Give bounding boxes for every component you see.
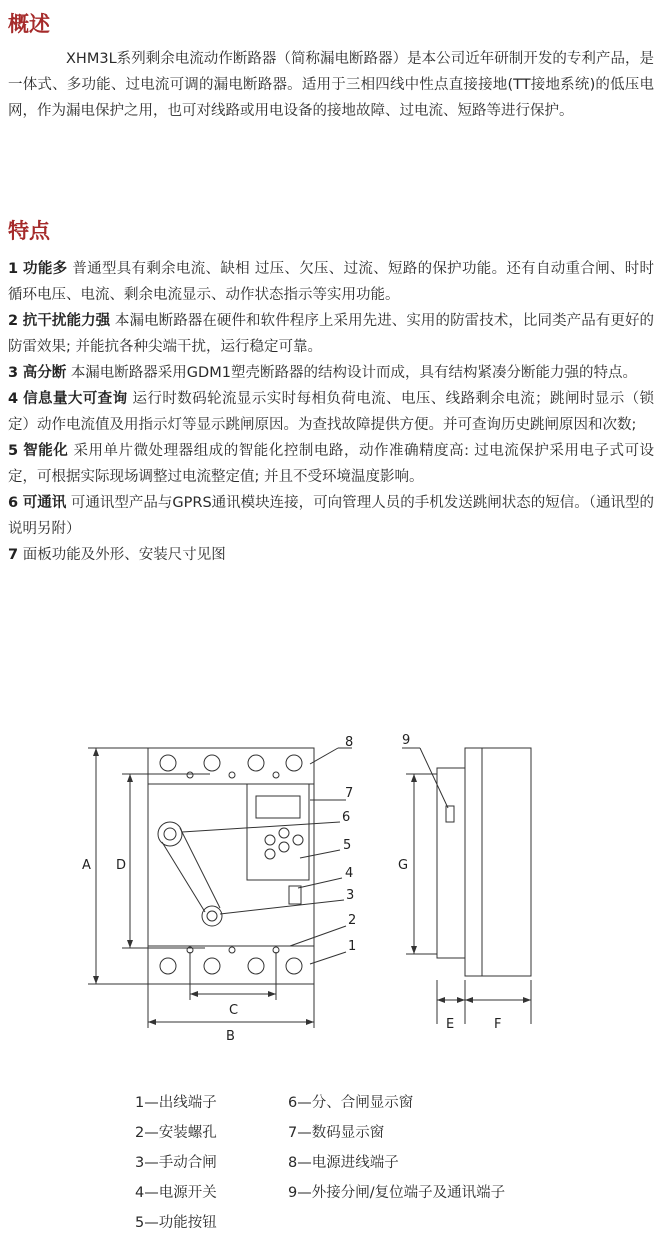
legend-item: 2—安装螺孔 (135, 1125, 217, 1141)
legend-item: 1—出线端子 (135, 1095, 217, 1111)
callout-8: 8 (345, 735, 354, 750)
digital-display-window (256, 796, 300, 818)
callout-6: 6 (342, 810, 351, 825)
callout-3: 3 (346, 888, 355, 903)
callout-1: 1 (348, 939, 357, 954)
breaker-body (148, 748, 314, 984)
bottom-terminal (286, 958, 302, 974)
legend-item: 5—功能按钮 (135, 1215, 217, 1231)
callout-2: 2 (348, 913, 357, 928)
legend-left (135, 1088, 217, 1238)
feature-item-3: 3 高分断 本漏电断路器采用GDM1塑壳断路器的结构设计而成，具有结构紧凑分断能力强的特点。 (8, 365, 637, 381)
dim-C: C (229, 1003, 239, 1018)
legend-right (288, 1088, 505, 1208)
feature-item-2: 2 抗干扰能力强 本漏电断路器在硬件和软件程序上采用先进、实用的防雷技术，比同类产品有更好的防雷效果; 并能抗各种尖端干扰，运行稳定可靠。 (8, 313, 655, 355)
power-switch (289, 886, 301, 904)
overview-title: 概述 (8, 12, 50, 36)
legend-item: 8—电源进线端子 (288, 1155, 399, 1171)
dim-G: G (398, 858, 409, 873)
overview-body: XHM3L系列剩余电流动作断路器（简称漏电断路器）是本公司近年研制开发的专利产品，是一体式、多功能、过电流可调的漏电断路器。适用于三相四线中性点直接接地(TT接地系统)的低压电网，作为漏电保护之用，也可对线路或用电设备的接地故障、过电流、短路等进行保护。 (8, 51, 654, 119)
top-terminal (160, 755, 176, 771)
side-view-front (437, 768, 465, 958)
overview-paragraph (8, 46, 654, 124)
callout-4: 4 (345, 866, 354, 881)
side-view-body (465, 748, 531, 976)
features-title: 特点 (8, 219, 50, 243)
legend-item: 4—电源开关 (135, 1185, 217, 1201)
dim-F: F (494, 1017, 502, 1032)
legend-item: 3—手动合闸 (135, 1155, 217, 1171)
callout-5: 5 (343, 838, 352, 853)
legend-item: 7—数码显示窗 (288, 1125, 385, 1141)
top-terminal (286, 755, 302, 771)
features-list (8, 256, 654, 568)
dim-B: B (226, 1029, 235, 1044)
callout-9: 9 (402, 733, 411, 748)
bottom-terminal (248, 958, 264, 974)
callout-7: 7 (345, 786, 354, 801)
feature-item-5: 5 智能化 采用单片微处理器组成的智能化控制电路，动作准确精度高: 过电流保护采用电子式可设定，可根据实际现场调整过电流整定值; 并且不受环境温度影响。 (8, 443, 655, 485)
dim-A: A (82, 858, 91, 873)
dim-E: E (446, 1017, 455, 1032)
feature-item-6: 6 可通讯 可通讯型产品与GPRS通讯模块连接，可向管理人员的手机发送跳闸状态的短信。（通讯型的说明另附） (8, 495, 655, 537)
legend-item: 9—外接分闸/复位端子及通讯端子 (288, 1185, 506, 1201)
dim-D: D (116, 858, 127, 873)
dimension-drawing (0, 728, 662, 1048)
legend-item: 6—分、合闸显示窗 (288, 1095, 414, 1111)
aux-terminal (446, 806, 454, 822)
feature-item-4: 4 信息量大可查询 运行时数码轮流显示实时每相负荷电流、电压、线路剩余电流；跳闸时显示（锁定）动作电流值及用指示灯等显示跳闸原因。为查找故障提供方便。并可查询历史跳闸原因和次数; (8, 391, 655, 433)
top-terminal (248, 755, 264, 771)
front-panel (148, 784, 314, 946)
bottom-terminal (160, 958, 176, 974)
top-terminal (204, 755, 220, 771)
feature-item-1: 1 功能多 普通型具有剩余电流、缺相 过压、欠压、过流、短路的保护功能。还有自动重合闸、时时循环电压、电流、剩余电流显示、动作状态指示等实用功能。 (8, 261, 655, 303)
feature-item-7: 7 面板功能及外形、安装尺寸见图 (8, 547, 226, 563)
bottom-terminal (204, 958, 220, 974)
